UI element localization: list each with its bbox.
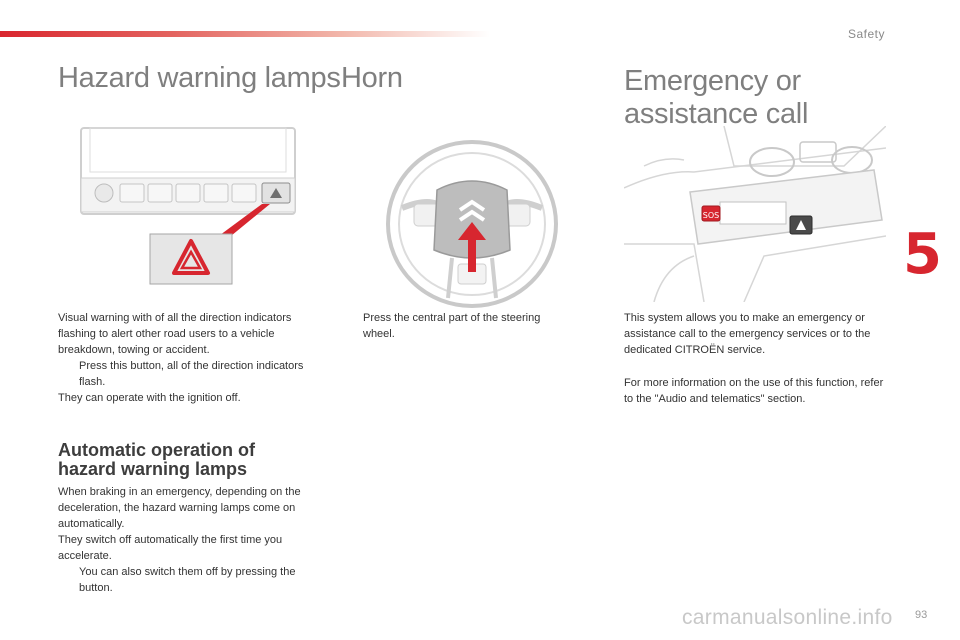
emergency-title: Emergency or assistance call <box>624 65 809 130</box>
header-accent-bar <box>0 31 490 37</box>
automatic-text <box>58 484 318 596</box>
automatic-bullet <box>58 564 318 596</box>
horn-text <box>342 310 572 342</box>
hazard-bullet-text: Press this button, all of the direction indicators flash. <box>79 360 304 388</box>
hazard-intro: Visual warning with of all the direction indicators flashing to alert other road users to a vehicle breakdown, towing or accident. <box>58 312 292 356</box>
chapter-number: 5 <box>903 222 942 287</box>
overhead-console-illustration <box>624 126 886 302</box>
hazard-text <box>58 310 316 406</box>
emergency-text <box>624 310 888 407</box>
emergency-p1: This system allows you to make an emergency or assistance call to the emergency services or to the dedicated CITROËN service. <box>624 312 871 356</box>
horn-bullet-text: Press the central part of the steering wheel. <box>363 312 541 340</box>
emergency-p2: For more information on the use of this function, refer to the "Audio and telematics" section. <box>624 377 884 405</box>
hazard-title: Hazard warning lamps <box>58 62 341 94</box>
hazard-button-illustration <box>76 126 304 286</box>
steering-wheel-illustration <box>382 138 562 310</box>
horn-title: Horn <box>341 62 403 94</box>
hazard-ignition-note: They can operate with the ignition off. <box>58 392 241 404</box>
hazard-bullet <box>58 358 316 390</box>
automatic-p2: They switch off automatically the first time you accelerate. <box>58 534 283 562</box>
automatic-p1: When braking in an emergency, depending on the deceleration, the hazard warning lamps come on automatically. <box>58 486 301 530</box>
page-number: 93 <box>915 609 928 621</box>
section-label: Safety <box>847 27 885 41</box>
automatic-bullet-text: You can also switch them off by pressing the button. <box>79 566 296 594</box>
svg-text:SOS: SOS <box>702 211 720 220</box>
watermark: carmanualsonline.info <box>682 606 893 629</box>
paragraph-gap <box>624 358 888 375</box>
horn-bullet <box>342 310 572 342</box>
automatic-title: Automatic operation of hazard warning lamps <box>58 440 255 479</box>
